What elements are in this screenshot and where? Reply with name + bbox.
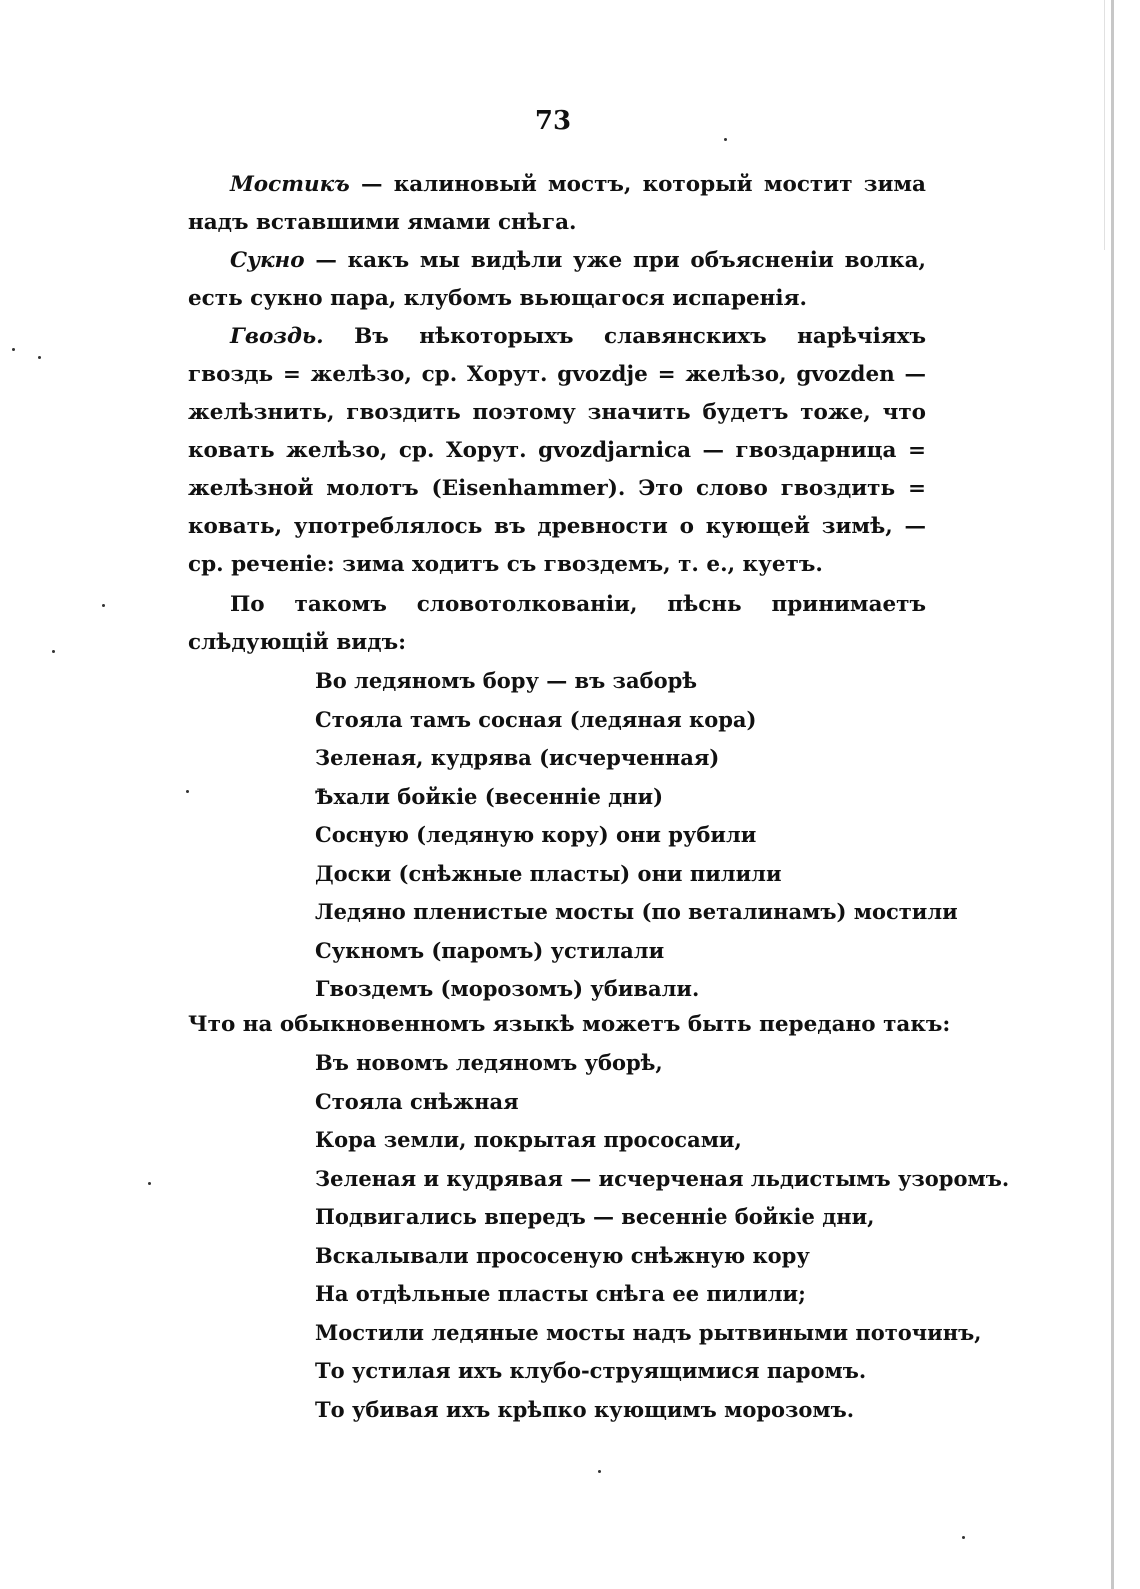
poem-original-line: Сосную (ледяную кору) они рубили bbox=[315, 822, 757, 847]
page-edge-shadow bbox=[1111, 0, 1114, 1589]
scan-speck bbox=[598, 1470, 601, 1473]
poem-original-line: Во ледяномъ бору — въ заборѣ bbox=[315, 668, 698, 693]
poem-plain-line: Кора земли, покрытая прососами, bbox=[315, 1127, 742, 1152]
poem-original-line: Сукномъ (паромъ) устилали bbox=[315, 937, 665, 963]
poem-plain-line: То устилая ихъ клубо-струящимися паромъ. bbox=[315, 1358, 867, 1383]
scan-speck bbox=[102, 604, 105, 607]
poem-original-line: Гвоздемъ (морозомъ) убивали. bbox=[315, 976, 700, 1001]
page-number: 73 bbox=[534, 106, 572, 136]
scan-speck bbox=[12, 348, 15, 351]
scan-speck bbox=[186, 790, 189, 793]
poem-plain-line: Стояла снѣжная bbox=[315, 1088, 519, 1114]
term-gvozd: Гвоздь. bbox=[230, 324, 324, 349]
poem-plain-line: На отдѣльные пласты снѣга ее пилили; bbox=[315, 1281, 806, 1306]
poem-plain-line: То убивая ихъ крѣпко кующимъ морозомъ. bbox=[315, 1396, 855, 1422]
poem-plain-line: Въ новомъ ледяномъ уборѣ, bbox=[315, 1050, 663, 1075]
poem-original-line: Доски (снѣжные пласты) они пилили bbox=[315, 860, 782, 886]
poem-original-line: Стояла тамъ сосная (ледяная кора) bbox=[315, 706, 757, 732]
poem-plain-line: Подвигались впередъ — весенніе бойкіе дни, bbox=[315, 1204, 875, 1229]
poem-original-line: Зеленая, кудрява (исчерченная) bbox=[315, 745, 720, 770]
scan-speck bbox=[962, 1536, 965, 1539]
paragraph-transition: Что на обыкновенномъ языкѣ можетъ быть передано такъ: bbox=[188, 1012, 951, 1037]
paragraph-gvozd bbox=[188, 318, 926, 584]
scan-speck bbox=[724, 138, 727, 141]
poem-original-line: Ѣхали бойкіе (весенніе дни) bbox=[315, 783, 664, 809]
scan-speck bbox=[38, 356, 41, 359]
poem-original-line: Ледяно пленистые мосты (по веталинамъ) мостили bbox=[315, 899, 958, 924]
poem-plain-line: Вскалывали прососеную снѣжную кору bbox=[315, 1242, 810, 1268]
paragraph-mostik bbox=[188, 166, 926, 242]
scan-speck bbox=[52, 650, 55, 653]
term-sukno: Сукно bbox=[230, 248, 305, 273]
poem-plain-line: Зеленая и кудрявая — исчерченая льдистымъ узоромъ. bbox=[315, 1165, 1010, 1191]
paragraph-intro: По такомъ словотолкованіи, пѣснь принимаетъ слѣдующій видъ: bbox=[188, 592, 926, 655]
paragraph-gvozd-text: Въ нѣкоторыхъ славянскихъ нарѣчіяхъ гвоздь = желѣзо, ср. Хорут. gvozdje = желѣзо, gvozden — желѣзнить, гвоздить поэтому значить будетъ тоже, что ковать желѣзо, ср. Хорут. gvozdjarnica — гвоздарница = желѣзной молотъ (Eisenhammer). Это слово гвоздить = ковать, употреблялось въ древности о кующей зимѣ, — ср. реченіе: зима ходитъ съ гвоздемъ, т. е., куетъ. bbox=[188, 324, 926, 577]
poem-original bbox=[315, 662, 958, 1009]
paragraph-sukno bbox=[188, 242, 926, 318]
scan-speck bbox=[148, 1182, 151, 1185]
poem-plain bbox=[315, 1044, 1010, 1429]
poem-plain-line: Мостили ледяные мосты надъ рытвиными поточинъ, bbox=[315, 1319, 982, 1345]
paragraph-sukno-text: — какъ мы видѣли уже при объясненіи волка, есть сукно пара, клубомъ вьющагося испаренія. bbox=[188, 248, 926, 311]
term-mostik: Мостикъ bbox=[230, 172, 350, 197]
paragraph-mostik-text: — калиновый мостъ, который мостит зима надъ вставшими ямами снѣга. bbox=[188, 172, 926, 235]
